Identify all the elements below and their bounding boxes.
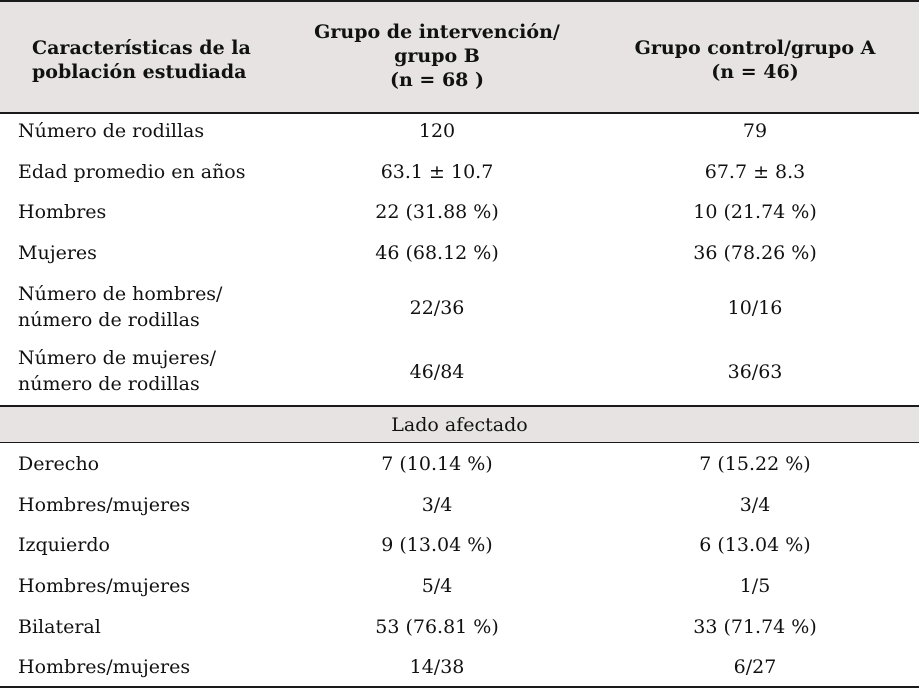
row-label-line: Edad promedio en años xyxy=(18,161,246,183)
table-row xyxy=(0,573,919,603)
cell-group-b: 46/84 xyxy=(409,361,465,383)
section-label: Lado afectado xyxy=(391,414,528,436)
row-label-line: Hombres/mujeres xyxy=(18,494,191,516)
cell-group-a: 1/5 xyxy=(739,575,771,597)
table-row xyxy=(0,199,919,229)
row-label xyxy=(18,199,298,225)
cell-group-b: 120 xyxy=(418,120,456,142)
cell-group-a: 67.7 ± 8.3 xyxy=(704,161,806,183)
table-row xyxy=(0,614,919,644)
cell-group-a: 6 (13.04 %) xyxy=(699,534,811,556)
row-label-line: Hombres xyxy=(18,201,107,223)
cell-group-b: 5/4 xyxy=(421,575,453,597)
table-row xyxy=(0,240,919,270)
cell-group-a: 33 (71.74 %) xyxy=(693,616,817,638)
row-label xyxy=(18,240,298,266)
cell-group-b: 3/4 xyxy=(421,494,453,516)
row-label-line: número de rodillas xyxy=(18,309,200,331)
section-header-affected-side xyxy=(0,405,919,443)
row-label xyxy=(18,532,298,558)
cell-group-a: 36 (78.26 %) xyxy=(693,242,817,264)
cell-group-b: 63.1 ± 10.7 xyxy=(380,161,494,183)
cell-group-b: 9 (13.04 %) xyxy=(381,534,493,556)
header-control-line-2: (n = 46) xyxy=(711,61,799,83)
header-control-line-1: Grupo control/grupo A xyxy=(634,37,876,59)
row-label xyxy=(18,281,298,333)
cell-group-a: 79 xyxy=(742,120,768,142)
header-characteristics xyxy=(32,36,292,84)
table-header xyxy=(0,0,919,114)
row-label-line: Derecho xyxy=(18,453,100,475)
cell-group-a: 10/16 xyxy=(727,297,783,319)
cell-group-b: 14/38 xyxy=(409,656,465,678)
row-label-line: Bilateral xyxy=(18,616,101,638)
row-label xyxy=(18,345,298,397)
row-label-line: número de rodillas xyxy=(18,373,200,395)
table-row xyxy=(0,532,919,562)
row-label-line: Hombres/mujeres xyxy=(18,656,191,678)
row-label xyxy=(18,654,298,680)
header-intervention-group xyxy=(292,20,582,92)
header-intervention-line-1: Grupo de intervención/ xyxy=(314,21,560,43)
table-row xyxy=(0,654,919,684)
table-row xyxy=(0,159,919,189)
header-intervention-line-3: (n = 68 ) xyxy=(390,69,484,91)
cell-group-b: 22 (31.88 %) xyxy=(375,201,499,223)
row-label xyxy=(18,573,298,599)
row-label-line: Mujeres xyxy=(18,242,97,264)
table-row xyxy=(0,492,919,522)
row-label xyxy=(18,159,298,185)
row-label-line: Número de mujeres/ xyxy=(18,347,216,369)
row-label-line: Izquierdo xyxy=(18,534,110,556)
cell-group-a: 7 (15.22 %) xyxy=(699,453,811,475)
row-label-line: Número de hombres/ xyxy=(18,283,223,305)
header-characteristics-line-1: Características de la xyxy=(32,37,251,59)
row-label-line: Hombres/mujeres xyxy=(18,575,191,597)
table-row xyxy=(0,281,919,339)
cell-group-b: 22/36 xyxy=(409,297,465,319)
table-row xyxy=(0,118,919,148)
table-row xyxy=(0,451,919,481)
cell-group-a: 36/63 xyxy=(727,361,783,383)
header-intervention-line-2: grupo B xyxy=(394,45,480,67)
table-row xyxy=(0,345,919,403)
cell-group-b: 46 (68.12 %) xyxy=(375,242,499,264)
row-label xyxy=(18,492,298,518)
cell-group-a: 3/4 xyxy=(739,494,771,516)
cell-group-b: 53 (76.81 %) xyxy=(375,616,499,638)
cell-group-a: 6/27 xyxy=(733,656,777,678)
row-label-line: Número de rodillas xyxy=(18,120,205,142)
header-characteristics-line-2: población estudiada xyxy=(32,61,247,83)
row-label xyxy=(18,614,298,640)
table-bottom-rule xyxy=(0,686,919,688)
cell-group-a: 10 (21.74 %) xyxy=(693,201,817,223)
row-label xyxy=(18,118,298,144)
header-control-group xyxy=(595,36,915,84)
cell-group-b: 7 (10.14 %) xyxy=(381,453,493,475)
row-label xyxy=(18,451,298,477)
